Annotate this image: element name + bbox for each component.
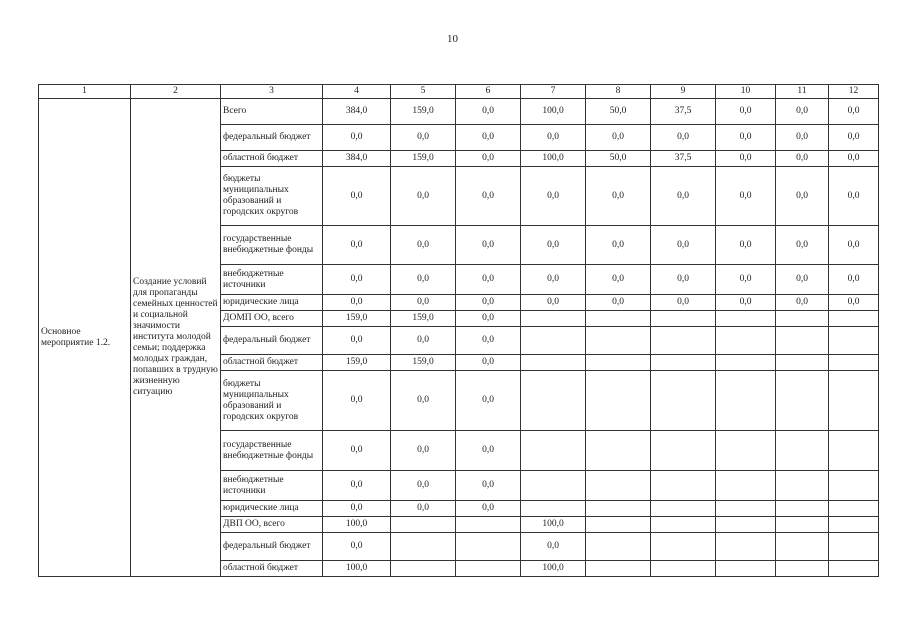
value-cell bbox=[651, 371, 716, 431]
value-cell: 37,5 bbox=[651, 151, 716, 167]
value-cell bbox=[776, 501, 829, 517]
value-cell: 50,0 bbox=[586, 99, 651, 125]
value-cell: 0,0 bbox=[586, 265, 651, 295]
value-cell: 37,5 bbox=[651, 99, 716, 125]
value-cell bbox=[776, 561, 829, 577]
value-cell bbox=[586, 311, 651, 327]
value-cell bbox=[716, 471, 776, 501]
value-cell: 0,0 bbox=[323, 471, 391, 501]
value-cell: 0,0 bbox=[323, 501, 391, 517]
value-cell bbox=[391, 533, 456, 561]
value-cell: 0,0 bbox=[391, 295, 456, 311]
value-cell: 0,0 bbox=[716, 125, 776, 151]
value-cell: 159,0 bbox=[323, 355, 391, 371]
value-cell bbox=[456, 533, 521, 561]
value-cell: 0,0 bbox=[456, 99, 521, 125]
value-cell: 0,0 bbox=[456, 295, 521, 311]
value-cell bbox=[521, 371, 586, 431]
value-cell: 0,0 bbox=[456, 265, 521, 295]
value-cell bbox=[586, 517, 651, 533]
value-cell: 0,0 bbox=[456, 501, 521, 517]
value-cell: 0,0 bbox=[521, 226, 586, 265]
value-cell: 100,0 bbox=[323, 561, 391, 577]
value-cell: 0,0 bbox=[456, 327, 521, 355]
source-label: внебюджетные источники bbox=[221, 265, 323, 295]
column-header: 3 bbox=[221, 85, 323, 99]
value-cell: 159,0 bbox=[323, 311, 391, 327]
value-cell: 0,0 bbox=[776, 295, 829, 311]
value-cell bbox=[716, 311, 776, 327]
value-cell: 0,0 bbox=[456, 355, 521, 371]
value-cell: 0,0 bbox=[651, 125, 716, 151]
value-cell: 0,0 bbox=[521, 125, 586, 151]
value-cell: 384,0 bbox=[323, 151, 391, 167]
value-cell: 0,0 bbox=[716, 295, 776, 311]
column-header: 10 bbox=[716, 85, 776, 99]
value-cell: 0,0 bbox=[829, 167, 879, 226]
value-cell bbox=[716, 355, 776, 371]
value-cell bbox=[776, 471, 829, 501]
value-cell bbox=[586, 355, 651, 371]
value-cell bbox=[651, 471, 716, 501]
value-cell bbox=[456, 561, 521, 577]
value-cell: 0,0 bbox=[776, 151, 829, 167]
value-cell bbox=[586, 371, 651, 431]
value-cell: 0,0 bbox=[391, 226, 456, 265]
value-cell: 0,0 bbox=[651, 265, 716, 295]
value-cell bbox=[716, 327, 776, 355]
source-label: государственные внебюджетные фонды bbox=[221, 431, 323, 471]
value-cell: 0,0 bbox=[391, 371, 456, 431]
source-label: бюджеты муниципальных образований и городских округов bbox=[221, 371, 323, 431]
value-cell: 100,0 bbox=[521, 517, 586, 533]
value-cell bbox=[829, 561, 879, 577]
value-cell: 50,0 bbox=[586, 151, 651, 167]
value-cell: 0,0 bbox=[391, 327, 456, 355]
source-label: федеральный бюджет bbox=[221, 327, 323, 355]
value-cell: 0,0 bbox=[716, 167, 776, 226]
source-label: федеральный бюджет bbox=[221, 533, 323, 561]
value-cell bbox=[829, 355, 879, 371]
value-cell bbox=[651, 327, 716, 355]
value-cell: 0,0 bbox=[829, 226, 879, 265]
value-cell bbox=[776, 327, 829, 355]
value-cell: 0,0 bbox=[521, 533, 586, 561]
value-cell: 0,0 bbox=[521, 167, 586, 226]
value-cell bbox=[716, 561, 776, 577]
page-number: 10 bbox=[447, 33, 458, 45]
value-cell: 0,0 bbox=[716, 99, 776, 125]
value-cell bbox=[651, 311, 716, 327]
column-header: 1 bbox=[39, 85, 131, 99]
value-cell bbox=[776, 517, 829, 533]
value-cell bbox=[651, 355, 716, 371]
source-label: областной бюджет bbox=[221, 355, 323, 371]
source-label: федеральный бюджет bbox=[221, 125, 323, 151]
value-cell: 0,0 bbox=[586, 226, 651, 265]
value-cell: 0,0 bbox=[586, 125, 651, 151]
value-cell: 0,0 bbox=[456, 371, 521, 431]
value-cell: 0,0 bbox=[651, 167, 716, 226]
value-cell: 0,0 bbox=[323, 125, 391, 151]
value-cell: 0,0 bbox=[323, 265, 391, 295]
value-cell bbox=[776, 355, 829, 371]
value-cell: 0,0 bbox=[323, 327, 391, 355]
value-cell: 0,0 bbox=[391, 501, 456, 517]
value-cell bbox=[586, 501, 651, 517]
value-cell: 0,0 bbox=[776, 226, 829, 265]
value-cell: 0,0 bbox=[456, 151, 521, 167]
value-cell bbox=[651, 561, 716, 577]
column-header: 5 bbox=[391, 85, 456, 99]
source-label: областной бюджет bbox=[221, 151, 323, 167]
value-cell: 0,0 bbox=[391, 431, 456, 471]
value-cell bbox=[521, 471, 586, 501]
value-cell: 0,0 bbox=[391, 125, 456, 151]
value-cell: 159,0 bbox=[391, 99, 456, 125]
value-cell: 0,0 bbox=[323, 167, 391, 226]
source-label: внебюджетные источники bbox=[221, 471, 323, 501]
value-cell bbox=[716, 501, 776, 517]
value-cell bbox=[716, 371, 776, 431]
value-cell: 0,0 bbox=[716, 226, 776, 265]
value-cell: 100,0 bbox=[521, 99, 586, 125]
value-cell: 0,0 bbox=[521, 265, 586, 295]
value-cell: 0,0 bbox=[829, 295, 879, 311]
value-cell: 0,0 bbox=[323, 371, 391, 431]
column-header: 7 bbox=[521, 85, 586, 99]
value-cell: 0,0 bbox=[829, 125, 879, 151]
value-cell bbox=[521, 355, 586, 371]
value-cell bbox=[456, 517, 521, 533]
value-cell bbox=[586, 471, 651, 501]
value-cell bbox=[521, 431, 586, 471]
value-cell bbox=[586, 561, 651, 577]
value-cell bbox=[651, 501, 716, 517]
value-cell: 100,0 bbox=[323, 517, 391, 533]
value-cell bbox=[651, 431, 716, 471]
column-header: 12 bbox=[829, 85, 879, 99]
value-cell: 0,0 bbox=[456, 311, 521, 327]
value-cell bbox=[829, 327, 879, 355]
value-cell: 0,0 bbox=[456, 431, 521, 471]
source-label: ДВП ОО, всего bbox=[221, 517, 323, 533]
value-cell: 159,0 bbox=[391, 151, 456, 167]
source-label: государственные внебюджетные фонды bbox=[221, 226, 323, 265]
value-cell bbox=[586, 327, 651, 355]
value-cell bbox=[776, 371, 829, 431]
column-header: 9 bbox=[651, 85, 716, 99]
value-cell bbox=[651, 533, 716, 561]
value-cell: 0,0 bbox=[716, 151, 776, 167]
value-cell bbox=[829, 431, 879, 471]
table-row bbox=[39, 99, 879, 125]
source-label: ДОМП ОО, всего bbox=[221, 311, 323, 327]
value-cell: 384,0 bbox=[323, 99, 391, 125]
value-cell bbox=[391, 561, 456, 577]
value-cell: 0,0 bbox=[776, 167, 829, 226]
value-cell: 0,0 bbox=[391, 167, 456, 226]
value-cell: 0,0 bbox=[391, 265, 456, 295]
value-cell: 159,0 bbox=[391, 311, 456, 327]
value-cell bbox=[586, 431, 651, 471]
value-cell: 0,0 bbox=[323, 431, 391, 471]
value-cell: 0,0 bbox=[456, 471, 521, 501]
activity-cell: Основное мероприятие 1.2. bbox=[39, 99, 131, 577]
description-cell: Создание условий для пропаганды семейных ценностей и социальной значимости института молодой семьи; поддержка молодых граждан, попавших в трудную жизненную ситуацию bbox=[131, 99, 221, 577]
value-cell: 0,0 bbox=[776, 99, 829, 125]
value-cell bbox=[716, 517, 776, 533]
value-cell: 0,0 bbox=[586, 295, 651, 311]
value-cell: 100,0 bbox=[521, 561, 586, 577]
column-header: 11 bbox=[776, 85, 829, 99]
value-cell: 0,0 bbox=[829, 99, 879, 125]
value-cell: 0,0 bbox=[651, 295, 716, 311]
value-cell: 0,0 bbox=[716, 265, 776, 295]
value-cell bbox=[391, 517, 456, 533]
column-header: 6 bbox=[456, 85, 521, 99]
value-cell: 159,0 bbox=[391, 355, 456, 371]
value-cell bbox=[716, 431, 776, 471]
source-label: юридические лица bbox=[221, 501, 323, 517]
value-cell: 0,0 bbox=[456, 226, 521, 265]
column-header: 8 bbox=[586, 85, 651, 99]
source-label: областной бюджет bbox=[221, 561, 323, 577]
value-cell bbox=[829, 533, 879, 561]
value-cell bbox=[586, 533, 651, 561]
value-cell: 0,0 bbox=[776, 125, 829, 151]
value-cell: 0,0 bbox=[391, 471, 456, 501]
value-cell bbox=[521, 311, 586, 327]
value-cell bbox=[776, 311, 829, 327]
value-cell: 0,0 bbox=[586, 167, 651, 226]
value-cell: 0,0 bbox=[456, 167, 521, 226]
value-cell: 0,0 bbox=[829, 151, 879, 167]
source-label: юридические лица bbox=[221, 295, 323, 311]
value-cell: 0,0 bbox=[651, 226, 716, 265]
value-cell bbox=[776, 533, 829, 561]
value-cell: 0,0 bbox=[829, 265, 879, 295]
source-label: бюджеты муниципальных образований и городских округов bbox=[221, 167, 323, 226]
value-cell bbox=[521, 501, 586, 517]
value-cell: 0,0 bbox=[521, 295, 586, 311]
value-cell bbox=[829, 371, 879, 431]
value-cell: 0,0 bbox=[323, 533, 391, 561]
value-cell bbox=[521, 327, 586, 355]
value-cell bbox=[829, 501, 879, 517]
header-row bbox=[39, 85, 879, 99]
value-cell bbox=[829, 471, 879, 501]
value-cell bbox=[776, 431, 829, 471]
value-cell: 0,0 bbox=[323, 226, 391, 265]
column-header: 2 bbox=[131, 85, 221, 99]
value-cell bbox=[716, 533, 776, 561]
value-cell bbox=[829, 311, 879, 327]
column-header: 4 bbox=[323, 85, 391, 99]
value-cell: 0,0 bbox=[456, 125, 521, 151]
value-cell bbox=[651, 517, 716, 533]
value-cell: 0,0 bbox=[323, 295, 391, 311]
funding-table bbox=[38, 84, 879, 577]
value-cell bbox=[829, 517, 879, 533]
source-label: Всего bbox=[221, 99, 323, 125]
value-cell: 0,0 bbox=[776, 265, 829, 295]
value-cell: 100,0 bbox=[521, 151, 586, 167]
